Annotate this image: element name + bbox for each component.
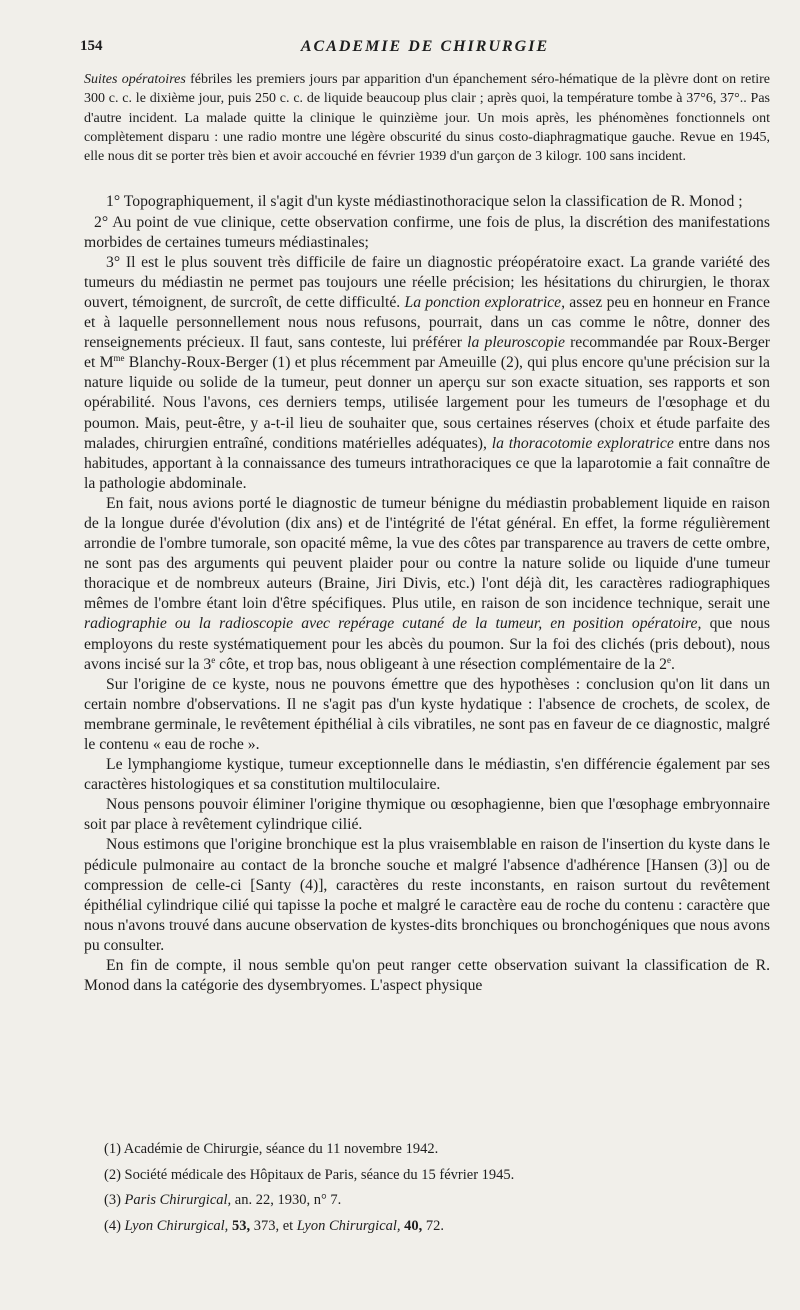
paragraph-8: Nous estimons que l'origine bronchique est la plus vraisemblable en raison de l'insertion du kyste dans le pédicule pulmonaire au contact de la bronche souche et malgré l'absence d'adhérence [Hansen (3)] ou de compression de celle-ci [Santy (4)], caractères du reste inconstants, en raison surtout du revêtement épithélial cylindrique cilié qui tapisse la poche et malgré le caractère eau de roche du contenu : caractère que nous n'avons trouvé dans aucune observation de kystes-dits bronchiques ou bronchogéniques que nous avons pu consulter. bbox=[84, 836, 770, 954]
p4-superscript-1: e bbox=[211, 654, 216, 665]
p4-emphasis-radiographie: radiographie ou la radioscopie avec repérage cutané de la tumeur, en position opératoire, bbox=[84, 615, 702, 633]
footnote-4-volume-2: 40, bbox=[400, 1217, 423, 1234]
paragraph-4 bbox=[84, 494, 770, 675]
summary-lead: Suites opératoires bbox=[84, 72, 186, 87]
paragraph-2: 2° Au point de vue clinique, cette observation confirme, une fois de plus, la discrétion des manifestations morbides de certaines tumeurs médiastinales; bbox=[84, 213, 770, 251]
footnote-3-number: (3) bbox=[104, 1192, 125, 1208]
p3-text-a: 3° Il est le plus souvent très difficile de faire un diagnostic préopératoire exact. La grande variété des tumeurs du médiastin ne permet pas toujours une réelle précision; les hésitations du chirurgien, le thorax ouvert, témoignent, de surcroît, de cette difficulté. bbox=[84, 253, 770, 311]
p3-text-c: recommandée par Roux-Berger et M bbox=[84, 334, 771, 372]
footnote-4-pages: 373, et bbox=[250, 1217, 297, 1234]
footnote-2: (2) Société médicale des Hôpitaux de Paris, séance du 15 février 1945. bbox=[104, 1166, 515, 1183]
paragraph-6: Le lymphangiome kystique, tumeur exceptionnelle dans le médiastin, s'en différencie également par ses caractères histologiques et sa constitution multiloculaire. bbox=[84, 756, 770, 794]
paragraph-5: Sur l'origine de ce kyste, nous ne pouvons émettre que des hypothèses : conclusion qu'on lit dans un certain nombre d'observations. Il ne s'agit pas d'un kyste hydatique : l'absence de crochets, de scolex, de membrane germinale, le revêtement épithélial à cils vibratiles, ne sont pas en faveur de ce diagnostic, malgré le contenu « eau de roche ». bbox=[84, 675, 770, 754]
paragraph-3 bbox=[84, 253, 770, 494]
footnote-4-journal-2: Lyon Chirurgical, bbox=[296, 1217, 401, 1234]
footnote-3 bbox=[104, 1188, 770, 1214]
p4-text-a: En fait, nous avions porté le diagnostic de tumeur bénigne du médiastin probablement liquide en raison de la longue durée d'évolution (dix ans) et de l'intégrité de l'état général. En effet, la forme régulièrement arrondie de l'ombre tumorale, son opacité même, la vue des côtes par transparence au travers de cette ombre, ne sont pas des arguments qui peuvent plaider pour ou contre la nature solide ou liquide d'une tumeur thoracique et de nombreux auteurs (Braine, Jiri Divis, etc.) l'ont déjà dit, les caractères radiographiques mêmes de l'ombre étant loin d'être spécifiques. Plus utile, en raison de son incidence technique, serait une bbox=[84, 494, 770, 613]
page-header bbox=[80, 38, 770, 62]
discussion-body bbox=[84, 192, 770, 996]
p3-text-d: Blanchy-Roux-Berger (1) et plus récemment par Ameuille (2), qui plus encore qu'une précision sur la nature liquide ou solide de la tumeur, peut donner un aperçu sur son exacte situation, ses rapports et son opérabilité. Nous l'avons, ces derniers temps, utilisée largement pour les tumeurs de l'œsophage et du poumon. Mais, peut-être, y a-t-il lieu de souhaiter que, sous certaines réserves (choix et étude parfaite des malades, chirurgien entraîné, conditions matérielles adéquates), bbox=[84, 354, 770, 452]
p4-text-d: . bbox=[670, 655, 675, 673]
p3-text-b: assez peu en honneur en France et à laquelle personnellement nous nous refusons, pourrait, dans un cas comme le nôtre, donner des renseignements précieux. Il faut, sans conteste, lui préférer bbox=[84, 293, 770, 352]
page-content bbox=[84, 70, 770, 996]
p4-text-b: que nous employons du reste systématiquement pour les abcès du poumon. Sur la foi des clichés (pris debout), nous avons incisé sur la 3 bbox=[84, 615, 770, 673]
p3-emphasis-thoracotomie: la thoracotomie exploratrice bbox=[491, 434, 674, 452]
p4-text-c: côte, et trop bas, nous obligeant à une résection complémentaire de la 2 bbox=[215, 655, 667, 673]
footnote-3-journal: Paris Chirurgical, bbox=[124, 1192, 232, 1208]
footnotes bbox=[104, 1137, 770, 1239]
paragraph-1: 1° Topographiquement, il s'agit d'un kyste médiastinothoracique selon la classification de R. Monod ; bbox=[106, 193, 743, 211]
paragraph-9: En fin de compte, il nous semble qu'on peut ranger cette observation suivant la classification de R. Monod dans la catégorie des dysembryomes. L'aspect physique bbox=[84, 957, 770, 995]
summary-text: fébriles les premiers jours par apparition d'un épanchement séro-hématique de la plèvre dont on retire 300 c. c. le dixième jour, puis 250 c. c. de liquide beaucoup plus clair ; après quoi, la température tombe à 37°6, 37°.. Pas d'autre incident. La malade quitte la clinique le quinzième jour. Un mois après, les phénomènes fonctionnels ont complètement disparu : une radio montre une légère obscurité du sinus costo-diaphragmatique gauche. Revue en 1945, elle nous dit se porter très bien et avoir accouché en février 1939 d'un garçon de 3 kilogr. 100 sans incident. bbox=[84, 72, 771, 165]
case-summary bbox=[84, 70, 770, 166]
p4-superscript-2: e bbox=[666, 654, 671, 665]
page-number: 154 bbox=[80, 38, 103, 54]
p3-superscript: me bbox=[113, 353, 125, 363]
footnote-1: (1) Académie de Chirurgie, séance du 11 novembre 1942. bbox=[104, 1141, 439, 1157]
paragraph-7: Nous pensons pouvoir éliminer l'origine thymique ou œsophagienne, bien que l'œsophage embryonnaire soit par place à revêtement cylindrique cilié. bbox=[84, 796, 770, 834]
running-title: ACADEMIE DE CHIRURGIE bbox=[300, 38, 550, 55]
p3-emphasis-pleuroscopie: la pleuroscopie bbox=[467, 334, 565, 352]
footnote-4-number: (4) bbox=[104, 1217, 125, 1234]
footnote-3-details: an. 22, 1930, n° 7. bbox=[231, 1192, 342, 1208]
p3-text-e: entre dans nos habitudes, apportant à la connaissance des tumeurs intrathoraciques ce que la laparotomie a fait connaître de la pathologie abdominale. bbox=[84, 434, 770, 492]
p3-emphasis-ponction: La ponction exploratrice, bbox=[404, 293, 566, 311]
footnote-4-end: 72. bbox=[422, 1217, 445, 1234]
footnote-4-journal-1: Lyon Chirurgical, bbox=[124, 1217, 229, 1234]
footnote-4 bbox=[104, 1214, 770, 1240]
footnote-4-volume-1: 53, bbox=[228, 1217, 251, 1234]
